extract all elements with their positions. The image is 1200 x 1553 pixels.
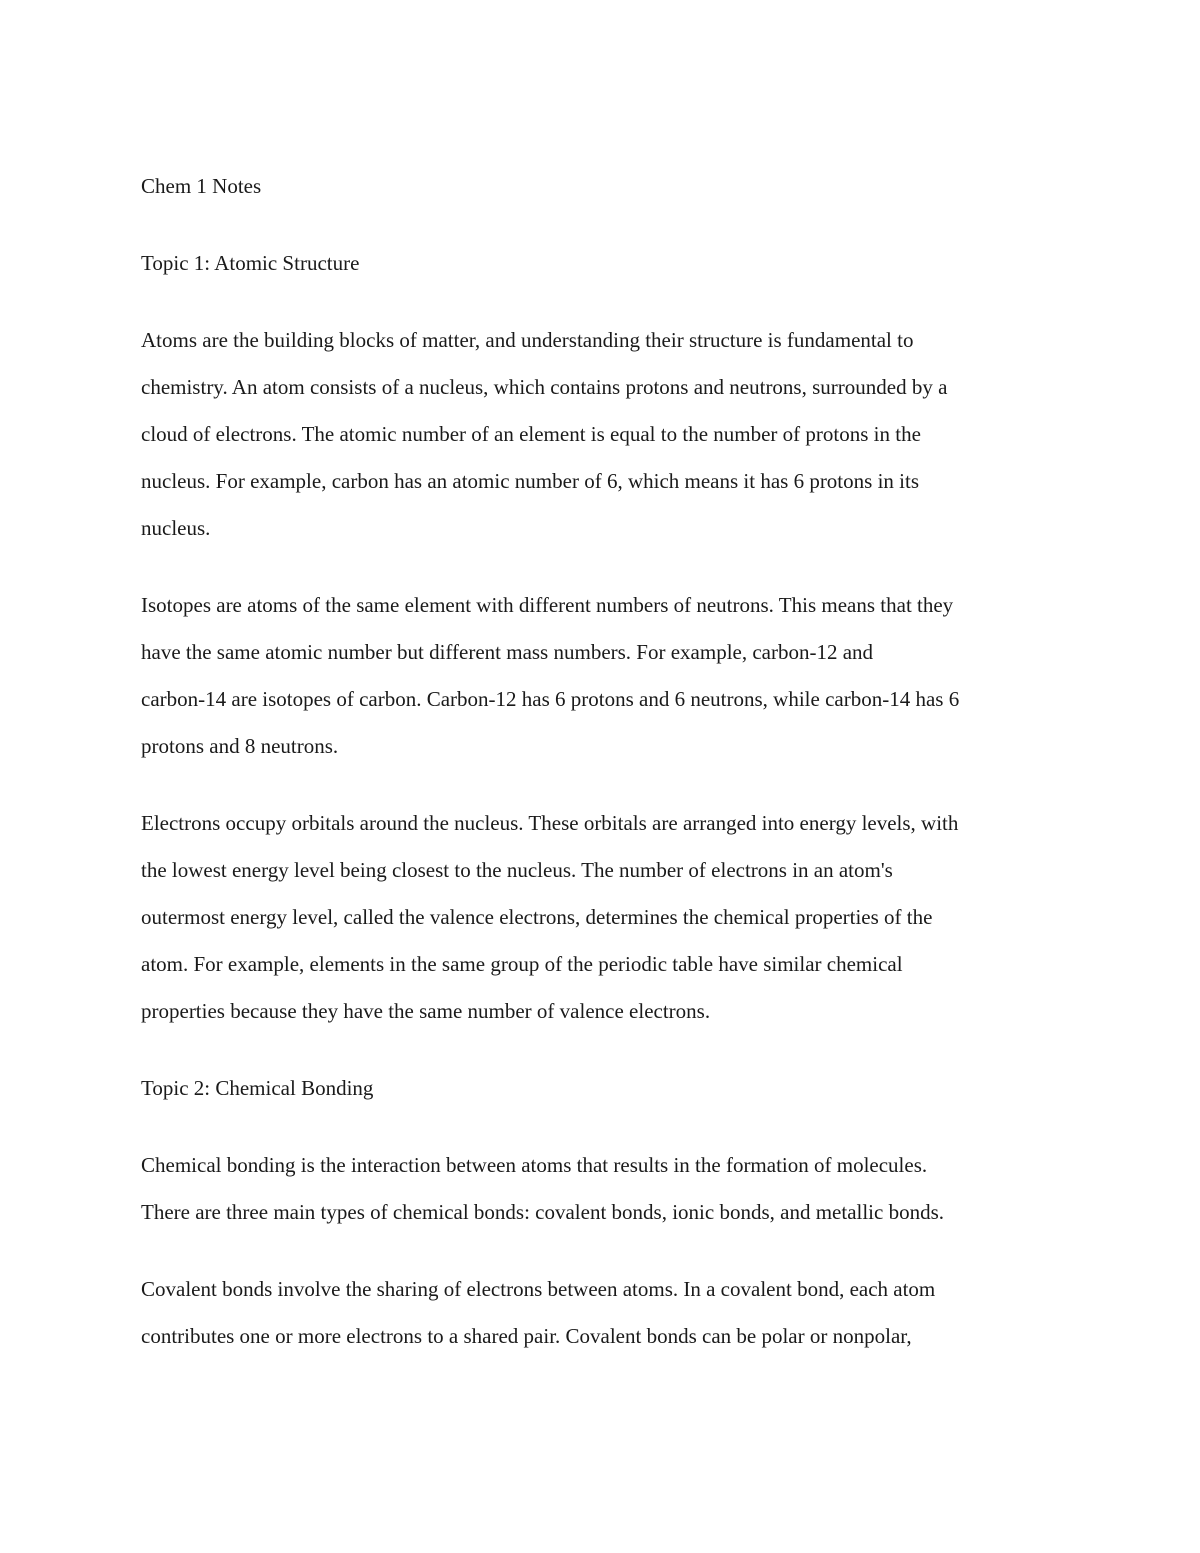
spacer	[141, 770, 1071, 800]
spacer	[141, 552, 1071, 582]
topic-1-paragraph-2	[141, 582, 1071, 770]
text-line: cloud of electrons. The atomic number of an element is equal to the number of protons in the	[141, 422, 921, 446]
spacer	[141, 1112, 1071, 1142]
topic-2-heading: Topic 2: Chemical Bonding	[141, 1076, 374, 1100]
text-line: chemistry. An atom consists of a nucleus, which contains protons and neutrons, surrounded by a	[141, 375, 948, 399]
text-line: protons and 8 neutrons.	[141, 734, 339, 758]
text-line: There are three main types of chemical bonds: covalent bonds, ionic bonds, and metallic bonds.	[141, 1200, 945, 1224]
text-line: Electrons occupy orbitals around the nucleus. These orbitals are arranged into energy levels, with	[141, 811, 959, 835]
spacer	[141, 1236, 1071, 1266]
spacer	[141, 210, 1071, 240]
spacer	[141, 287, 1071, 317]
text-line: nucleus. For example, carbon has an atomic number of 6, which means it has 6 protons in its	[141, 469, 919, 493]
text-line: properties because they have the same number of valence electrons.	[141, 999, 711, 1023]
spacer	[141, 1035, 1071, 1065]
topic-1-paragraph-3	[141, 800, 1071, 1035]
topic-1-heading: Topic 1: Atomic Structure	[141, 251, 360, 275]
topic-1-paragraph-1	[141, 317, 1071, 552]
topic-2-paragraph-2	[141, 1266, 1071, 1360]
text-line: atom. For example, elements in the same group of the periodic table have similar chemical	[141, 952, 903, 976]
text-line: have the same atomic number but different mass numbers. For example, carbon-12 and	[141, 640, 874, 664]
text-line: nucleus.	[141, 516, 211, 540]
text-line: Covalent bonds involve the sharing of electrons between atoms. In a covalent bond, each atom	[141, 1277, 936, 1301]
document-title: Chem 1 Notes	[141, 174, 262, 198]
topic-2-paragraph-1	[141, 1142, 1071, 1236]
text-line: Chemical bonding is the interaction between atoms that results in the formation of molecules.	[141, 1153, 928, 1177]
document-body	[141, 163, 1071, 1360]
text-line: Atoms are the building blocks of matter, and understanding their structure is fundamental to	[141, 328, 914, 352]
text-line: carbon-14 are isotopes of carbon. Carbon-12 has 6 protons and 6 neutrons, while carbon-14 has 6	[141, 687, 960, 711]
text-line: contributes one or more electrons to a shared pair. Covalent bonds can be polar or nonpolar,	[141, 1324, 912, 1348]
text-line: Isotopes are atoms of the same element with different numbers of neutrons. This means that they	[141, 593, 954, 617]
text-line: the lowest energy level being closest to the nucleus. The number of electrons in an atom's	[141, 858, 893, 882]
text-line: outermost energy level, called the valence electrons, determines the chemical properties of the	[141, 905, 933, 929]
